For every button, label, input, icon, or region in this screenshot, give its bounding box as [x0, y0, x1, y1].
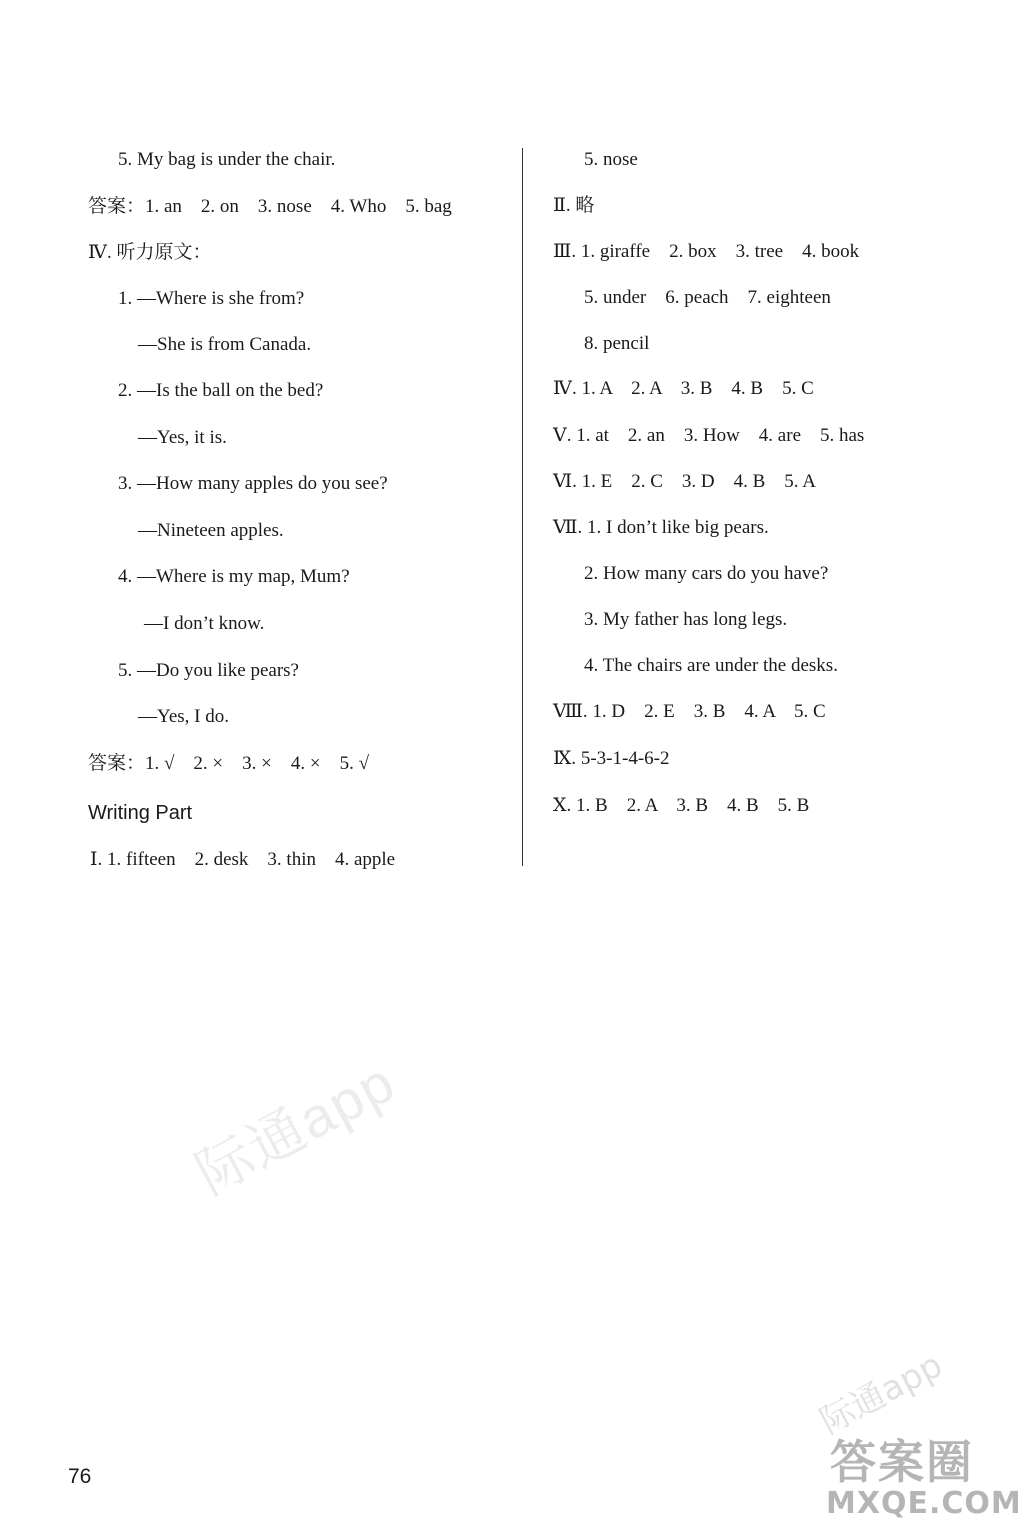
right-line: Ⅹ. 1. B 2. A 3. B 4. B 5. B — [553, 795, 810, 816]
section-heading: Ⅳ. 听力原文： — [88, 242, 212, 263]
left-line: 4. —Where is my map, Mum? — [118, 566, 350, 587]
right-line: 4. The chairs are under the desks. — [584, 655, 838, 676]
left-line: Ⅰ. 1. fifteen 2. desk 3. thin 4. apple — [90, 849, 396, 870]
right-line: 8. pencil — [584, 333, 650, 354]
right-line: Ⅸ. 5-3-1-4-6-2 — [553, 748, 670, 769]
right-line: Ⅳ. 1. A 2. A 3. B 4. B 5. C — [553, 378, 814, 399]
right-line: Ⅶ. 1. I don’t like big pears. — [553, 517, 769, 538]
watermark-text: 际通app — [185, 1049, 406, 1207]
left-line: —Yes, I do. — [138, 706, 229, 727]
left-line: 5. —Do you like pears? — [118, 660, 299, 681]
left-line: 5. My bag is under the chair. — [118, 149, 336, 170]
right-line: 5. nose — [584, 149, 638, 170]
right-line: Ⅴ. 1. at 2. an 3. How 4. are 5. has — [553, 425, 865, 446]
page-number: 76 — [68, 1465, 92, 1488]
left-line: —She is from Canada. — [138, 334, 312, 355]
left-line: —Yes, it is. — [138, 427, 227, 448]
right-line: 5. under 6. peach 7. eighteen — [584, 287, 831, 308]
writing-part-heading: Writing Part — [88, 802, 193, 824]
left-line: 1. —Where is she from? — [118, 288, 305, 309]
watermark-logo-url: MXQE.COM — [826, 1486, 1022, 1521]
right-line: Ⅵ. 1. E 2. C 3. D 4. B 5. A — [553, 471, 816, 492]
left-line: 答案：1. √ 2. × 3. × 4. × 5. √ — [88, 753, 370, 774]
right-line: 2. How many cars do you have? — [584, 563, 829, 584]
left-line: 答案：1. an 2. on 3. nose 4. Who 5. bag — [88, 196, 452, 217]
column-divider — [522, 148, 523, 866]
right-line: Ⅲ. 1. giraffe 2. box 3. tree 4. book — [553, 241, 860, 262]
watermark-logo-main: 答案圈 — [830, 1435, 974, 1489]
right-line: Ⅷ. 1. D 2. E 3. B 4. A 5. C — [553, 701, 826, 722]
watermark-logo — [790, 1345, 1022, 1530]
left-line: 3. —How many apples do you see? — [118, 473, 388, 494]
left-line: —I don’t know. — [144, 613, 265, 634]
right-line: 3. My father has long legs. — [584, 609, 788, 630]
left-line: 2. —Is the ball on the bed? — [118, 380, 324, 401]
left-line: —Nineteen apples. — [138, 520, 284, 541]
right-line: Ⅱ. 略 — [553, 195, 595, 216]
watermark-logo-small: 际通app — [813, 1345, 950, 1443]
